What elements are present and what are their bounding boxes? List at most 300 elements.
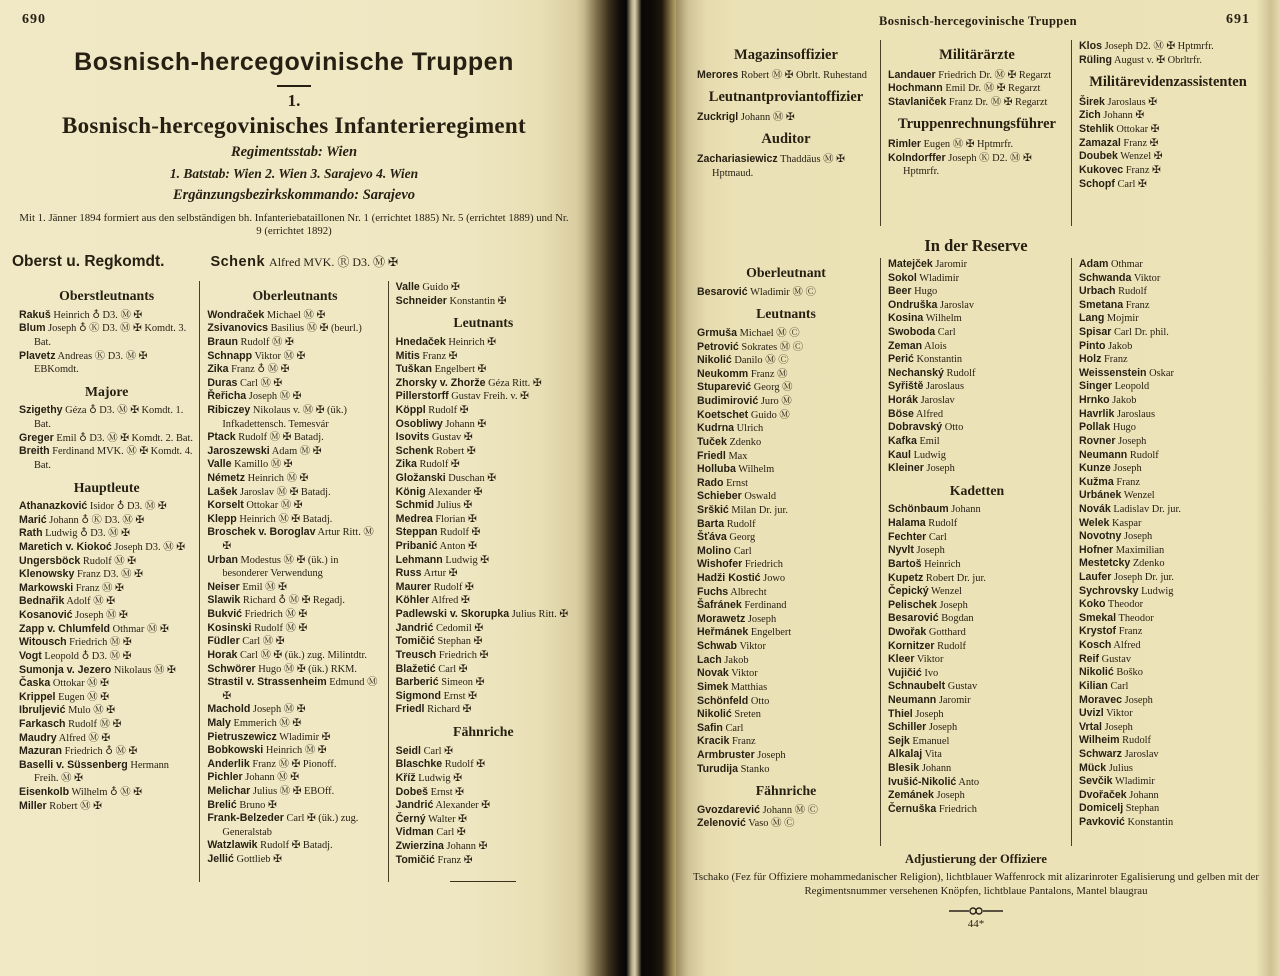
entry-details: Joseph: [913, 545, 945, 557]
entry-details: Maximilian: [1113, 544, 1165, 556]
roster-entry: [19, 677, 194, 691]
entry-surname: Blaschke: [395, 758, 443, 771]
entry-details: Jaromir: [936, 695, 971, 706]
entry-surname: Šafránek: [697, 599, 742, 612]
entry-surname: Spisar: [1079, 326, 1112, 339]
entry-details: Mulo Ⓜ ✠: [65, 705, 115, 717]
roster-entry: [1079, 178, 1257, 192]
entry-surname: Heřmánek: [697, 626, 749, 639]
entry-surname: Wondraček: [207, 308, 265, 321]
entry-details: Rudolf: [1119, 735, 1151, 747]
roster-entry: [396, 418, 571, 432]
entry-surname: Zamazal: [1079, 136, 1121, 149]
roster-entry: [1079, 137, 1257, 151]
entry-details: Florian ✠: [432, 513, 477, 525]
roster-entry: [1079, 503, 1257, 517]
roster-entry: [888, 544, 1066, 558]
entry-surname: Sevčik: [1079, 775, 1113, 788]
entry-details: Rudolf ✠: [430, 581, 474, 593]
roster-entry: [697, 436, 875, 450]
entry-details: Julius Ⓜ ✠ EBOff.: [250, 786, 335, 798]
entry-details: Franz: [1101, 354, 1128, 366]
entry-surname: Isovits: [395, 431, 430, 444]
roster-entry: [888, 82, 1066, 96]
entry-surname: Friedl: [697, 449, 726, 462]
roster-entry: [19, 432, 194, 446]
entry-details: Georg Ⓜ: [751, 382, 793, 394]
entry-details: Johann ✠: [443, 840, 488, 852]
entry-surname: Šťáva: [697, 531, 727, 544]
entry-details: Othmar: [1108, 259, 1143, 270]
entry-details: Wilhelm: [923, 313, 962, 325]
entry-details: Ferdinand: [741, 600, 787, 612]
entry-surname: Rovner: [1079, 434, 1116, 447]
roster-entry: [207, 526, 382, 553]
roster-entry: [207, 853, 382, 867]
entry-surname: Sumonja v. Jezero: [19, 663, 112, 676]
entry-surname: Nechanský: [888, 366, 944, 379]
entry-details: Leopold ♁ D3. Ⓜ ✠: [41, 650, 132, 662]
entry-surname: Kukovec: [1079, 163, 1124, 176]
entry-surname: Rüling: [1079, 53, 1112, 66]
entry-surname: Schwörer: [207, 662, 256, 675]
entry-surname: Kunze: [1079, 462, 1111, 475]
entry-surname: Jaroszewski: [207, 444, 270, 457]
section-header: Leutnantproviantoffizier: [708, 89, 864, 106]
roster-entry: [1079, 285, 1257, 299]
roster-entry: [396, 431, 571, 445]
roster-entry: [19, 691, 194, 705]
entry-surname: Alkalaj: [888, 748, 923, 761]
regiment-number: 1.: [287, 91, 301, 110]
entry-details: Rudolf ✠: [442, 759, 485, 771]
entry-details: Robert ✠: [433, 445, 476, 457]
entry-details: Carl: [935, 327, 956, 339]
entry-details: Emmerich Ⓜ ✠: [230, 717, 302, 729]
roster-entry: [1079, 123, 1257, 137]
entry-details: Emil: [916, 435, 940, 447]
roster-entry: [207, 812, 382, 839]
entry-details: Jaromir: [932, 259, 968, 270]
entry-details: Artur Ritt. Ⓜ ✠: [222, 527, 374, 553]
roster-entry: [697, 640, 875, 654]
entry-surname: Kafka: [888, 434, 917, 447]
entry-surname: Pietruszewicz: [207, 730, 277, 743]
roster-entry: [888, 803, 1066, 817]
section-header: Magazinsoffizier: [734, 47, 838, 63]
roster-entry: [207, 350, 382, 364]
entry-surname: Mitis: [395, 349, 420, 362]
staff-line-3: Ergänzungsbezirkskommando: Sarajevo: [172, 187, 416, 203]
entry-surname: Klos: [1079, 40, 1102, 52]
entry-surname: Welek: [1079, 516, 1110, 529]
roster-entry: [1079, 489, 1257, 503]
title-rule: [277, 85, 311, 87]
roster-entry: [19, 445, 194, 472]
entry-surname: Pinto: [1079, 339, 1106, 352]
entry-surname: Kosina: [888, 312, 924, 325]
entry-details: Rudolf: [1127, 449, 1159, 461]
roster-entry: [1079, 571, 1257, 585]
entry-surname: Stavlaniček: [888, 95, 947, 108]
entry-details: Joseph: [923, 463, 955, 475]
entry-surname: Merores: [697, 68, 739, 81]
entry-surname: Köhler: [395, 594, 430, 607]
entry-details: Rudolf ✠: [425, 404, 469, 416]
entry-surname: Watzlawik: [207, 839, 258, 852]
roster-entry: [697, 69, 875, 83]
entry-details: Ludwig: [1138, 585, 1174, 597]
roster-entry: [207, 649, 382, 663]
entry-surname: Mück: [1079, 761, 1107, 774]
entry-surname: Zeman: [888, 339, 923, 352]
entry-surname: Machold: [207, 703, 251, 716]
roster-entry: [888, 762, 1066, 776]
roster-entry: [1079, 96, 1257, 110]
roster-entry: [1079, 476, 1257, 490]
roster-entry: [888, 708, 1066, 722]
roster-entry: [888, 694, 1066, 708]
roster-entry: [207, 717, 382, 731]
entry-surname: Schopf: [1079, 177, 1115, 190]
entry-surname: Klepp: [207, 512, 237, 525]
entry-surname: Schneider: [395, 294, 447, 307]
entry-surname: Vujičić: [888, 666, 922, 679]
entry-details: Viktor: [728, 668, 758, 680]
entry-details: Franz Ⓜ ✠: [73, 582, 124, 594]
entry-details: Joseph: [754, 749, 786, 761]
entry-details: Rudolf Ⓜ ✠ Batadj.: [235, 432, 324, 444]
reserve-columns: [690, 258, 1262, 846]
entry-surname: Németz: [207, 472, 246, 484]
entry-details: Eugen Ⓜ ✠: [55, 691, 109, 703]
entry-surname: Sigmond: [395, 689, 441, 702]
entry-surname: Mazuran: [19, 745, 62, 758]
roster-entry: [888, 152, 1066, 179]
entry-details: Rudolf Ⓜ ✠: [237, 336, 294, 348]
entry-surname: Nikolić: [697, 708, 732, 721]
uniform-regulation-block: [690, 852, 1262, 898]
entry-details: Guido Ⓜ: [748, 409, 790, 421]
entry-details: Edmund Ⓜ ✠: [222, 677, 378, 702]
section-end-dash: [450, 881, 516, 882]
entry-details: Rudolf ✠: [416, 459, 460, 471]
entry-surname: Vidman: [395, 826, 434, 839]
entry-surname: Uvizl: [1079, 707, 1104, 720]
entry-details: Hugo: [1110, 422, 1136, 434]
roster-entry: [888, 558, 1066, 572]
entry-surname: Ibruljević: [19, 704, 66, 717]
entry-details: Othmar Ⓜ ✠: [110, 623, 169, 635]
entry-surname: Bobkowski: [207, 744, 264, 757]
entry-details: Franz ✠: [1120, 137, 1159, 149]
entry-surname: Klenowsky: [19, 568, 75, 581]
entry-details: Wladimir: [916, 272, 960, 284]
roster-entry: [396, 486, 571, 500]
entry-details: Modestus Ⓜ ✠ (ük.) in besonderer Verwendung: [222, 554, 339, 580]
entry-details: Heinrich: [921, 558, 961, 570]
entry-surname: Zhorsky v. Zhorže: [395, 376, 486, 389]
entry-surname: Gvozdarević: [697, 803, 761, 816]
entry-details: Zdenko: [726, 436, 762, 448]
page-right: [676, 0, 1280, 976]
section-header: Militärevidenzassistenten: [1089, 74, 1247, 91]
entry-details: Franz D3. Ⓜ ✠: [74, 569, 143, 581]
entry-surname: Jandrić: [395, 799, 434, 812]
entry-surname: Hrnko: [1079, 394, 1110, 407]
roster-entry: [697, 395, 875, 409]
entry-surname: Medrea: [395, 512, 433, 525]
entry-details: Joseph: [1122, 694, 1153, 706]
entry-surname: Ondruška: [888, 298, 938, 311]
roster-entry: [888, 449, 1066, 463]
roster-entry: [888, 299, 1066, 313]
entry-surname: Kolndorffer: [888, 151, 946, 164]
entry-surname: Kilian: [1079, 679, 1108, 692]
roster-entry: [888, 421, 1066, 435]
column-medical-accounting: [880, 40, 1071, 226]
entry-surname: Kosch: [1079, 639, 1112, 652]
entry-surname: Holluba: [697, 463, 736, 476]
roster-entry: [1079, 680, 1257, 694]
entry-details: Jakob: [1105, 340, 1133, 352]
roster-entry: [697, 450, 875, 464]
entry-details: Johann: [919, 763, 952, 775]
entry-details: Rudolf: [1115, 286, 1147, 298]
entry-surname: Hnedaček: [395, 335, 446, 348]
entry-details: Jaroslav Ⓜ ✠ Batadj.: [237, 486, 331, 498]
entry-details: Franz: [729, 736, 756, 748]
roster-entry: [1079, 721, 1257, 735]
roster-entry: [1079, 258, 1257, 272]
entry-surname: Farkasch: [19, 717, 66, 730]
entry-details: Gotthard: [926, 626, 966, 638]
roster-entry: [1079, 517, 1257, 531]
page-number-left: 690: [22, 12, 46, 27]
column-evidence-assistants: [1071, 40, 1262, 226]
entry-surname: Schönbaum: [888, 503, 949, 516]
entry-details: Jaroslaus: [923, 381, 965, 393]
entry-surname: Novák: [1079, 502, 1111, 515]
entry-details: Joseph Ⓚ D2. Ⓜ ✠ Hptmrfr.: [903, 152, 1032, 178]
entry-details: Boško: [1113, 667, 1143, 679]
roster-entry: [888, 380, 1066, 394]
entry-details: Ulrich: [734, 423, 764, 435]
entry-surname: König: [395, 485, 426, 498]
roster-entry: [396, 295, 571, 309]
roster-entry: [19, 541, 194, 555]
entry-surname: Ungersböck: [19, 554, 81, 567]
roster-entry: [207, 472, 382, 486]
entry-surname: Gložanski: [395, 472, 446, 484]
entry-details: Hermann Freih. Ⓜ ✠: [34, 759, 169, 785]
entry-details: Viktor: [1131, 272, 1161, 284]
entry-details: Franz: [1113, 476, 1140, 488]
entry-surname: Kosinski: [207, 621, 252, 634]
entry-details: Gustav: [945, 681, 978, 693]
roster-entry: [396, 622, 571, 636]
entry-details: Bogdan: [938, 613, 974, 625]
entry-details: Wladimir: [1112, 776, 1155, 788]
roster-entry: [396, 594, 571, 608]
entry-surname: Ribiczey: [207, 403, 251, 416]
page-left: [0, 0, 588, 976]
roster-entry: [19, 718, 194, 732]
entry-surname: Horak: [207, 648, 238, 661]
section-header: Oberleutnant: [746, 265, 826, 280]
roster-entry: [396, 840, 571, 854]
entry-surname: Tomičić: [395, 853, 435, 866]
roster-entry: [19, 322, 194, 349]
entry-details: Johann: [1126, 789, 1159, 801]
entry-details: Bruno ✠: [236, 799, 277, 811]
roster-entry: [396, 703, 571, 717]
roster-entry: [697, 531, 875, 545]
entry-details: Rudolf: [724, 518, 756, 530]
roster-entry: [396, 854, 571, 868]
entry-details: Matthias: [728, 681, 768, 693]
entry-surname: Osobliwy: [395, 417, 443, 430]
entry-surname: Plavetz: [19, 349, 56, 362]
roster-entry: [697, 327, 875, 341]
entry-details: Géza Ritt. ✠: [485, 377, 542, 389]
entry-details: Ivo: [921, 667, 939, 679]
entry-details: Franz: [1116, 626, 1143, 638]
entry-details: Richard ♁ Ⓜ ✠ Regadj.: [240, 595, 345, 607]
entry-surname: Eisenkolb: [19, 786, 70, 799]
roster-entry: [19, 595, 194, 609]
entry-details: Konstantin: [1124, 816, 1174, 828]
entry-details: Theodor: [1116, 612, 1154, 624]
entry-surname: Füdler: [207, 635, 240, 648]
roster-entry: [396, 445, 571, 459]
roster-entry: [697, 763, 875, 777]
entry-surname: Morawetz: [697, 612, 746, 625]
entry-surname: Pichler: [207, 771, 243, 784]
roster-entry: [697, 341, 875, 355]
entry-details: Juro Ⓜ: [758, 396, 792, 408]
roster-entry: [19, 500, 194, 514]
entry-details: Carl: [926, 531, 947, 543]
entry-details: Johann: [948, 504, 981, 516]
entry-surname: Turudija: [697, 762, 738, 775]
entry-surname: Szigethy: [19, 404, 63, 417]
entry-details: Franz: [1123, 299, 1150, 311]
entry-surname: Greger: [19, 431, 54, 444]
roster-entry: [207, 458, 382, 472]
roster-entry: [396, 377, 571, 391]
section-header: Truppenrechnungsführer: [898, 116, 1056, 133]
roster-entry: [19, 636, 194, 650]
entry-surname: Valle: [395, 280, 420, 293]
entry-surname: Wishofer: [697, 558, 743, 571]
roster-entry: [19, 664, 194, 678]
roster-entry: [697, 804, 875, 818]
entry-details: Joseph: [933, 790, 965, 802]
entry-details: Oskar: [1146, 367, 1174, 379]
entry-details: Hugo Ⓜ ✠ (ük.) RKM.: [255, 663, 357, 675]
entry-surname: Duras: [207, 376, 238, 389]
entry-surname: Zsivanovics: [207, 322, 268, 335]
entry-details: Richard ✠: [424, 704, 472, 716]
entry-surname: Rado: [697, 476, 724, 489]
entry-details: Simeon ✠: [438, 677, 485, 689]
roster-entry: [396, 526, 571, 540]
roster-entry: [207, 377, 382, 391]
entry-details: Viktor Ⓜ ✠: [252, 350, 306, 362]
roster-entry: [19, 404, 194, 431]
roster-entry: [19, 555, 194, 569]
entry-details: Vita: [922, 749, 942, 761]
entry-details: Friedrich Ⓜ ✠: [66, 637, 132, 649]
entry-details: Carl ✠: [420, 745, 453, 757]
entry-details: Guido ✠: [419, 281, 460, 293]
roster-entry: [396, 635, 571, 649]
entry-details: Johann ✠: [442, 418, 487, 430]
entry-details: Friedrich ✠: [436, 649, 489, 661]
roster-entry: [697, 654, 875, 668]
roster-entry: [888, 612, 1066, 626]
roster-column-staff-officers: [12, 281, 199, 882]
roster-entry: [697, 817, 875, 831]
entry-surname: Armbruster: [697, 748, 755, 761]
entry-details: Ottokar Ⓜ ✠: [243, 500, 303, 512]
entry-details: Isidor ♁ D3. Ⓜ ✠: [87, 501, 167, 513]
entry-surname: Schwab: [697, 640, 738, 653]
entry-details: Joseph: [1110, 463, 1142, 475]
entry-surname: Schenk: [395, 444, 434, 457]
entry-surname: Maretich v. Kiokoć: [19, 541, 112, 554]
roster-entry: [697, 586, 875, 600]
commander-name: [210, 253, 398, 271]
roster-entry: [697, 749, 875, 763]
section-header: Kadetten: [949, 482, 1005, 498]
staff-line-2: 1. Batstab: Wien 2. Wien 3. Sarajevo 4. Wien: [169, 166, 419, 181]
roster-entry: [19, 582, 194, 596]
roster-entry: [396, 472, 571, 486]
entry-surname: Seidl: [395, 744, 421, 757]
roster-entry: [1079, 326, 1257, 340]
roster-entry: [697, 708, 875, 722]
entry-surname: Nikolić: [697, 354, 732, 367]
entry-details: Gustav ✠: [429, 432, 473, 444]
roster-entry: [207, 322, 382, 336]
entry-surname: Rath: [19, 527, 43, 540]
entry-details: Wenzel: [1121, 490, 1155, 502]
entry-surname: Krystof: [1079, 625, 1117, 638]
entry-details: Johann ♁ Ⓚ D3. Ⓜ ✠: [46, 514, 145, 526]
entry-surname: Kracik: [697, 735, 730, 748]
entry-details: Ludwig ✠: [442, 554, 489, 566]
roster-entry: [888, 367, 1066, 381]
roster-entry: [1079, 380, 1257, 394]
roster-entry: [1079, 775, 1257, 789]
roster-entry: [396, 554, 571, 568]
section-header: Auditor: [761, 131, 811, 148]
roster-entry: [1079, 734, 1257, 748]
entry-surname: Novotny: [1079, 530, 1122, 543]
entry-details: Ottokar ✠: [1113, 124, 1160, 136]
entry-surname: Frank-Belzeder: [207, 812, 284, 825]
entry-surname: Breith: [19, 445, 50, 458]
entry-details: Johann ✠: [1100, 110, 1145, 122]
entry-details: Jaroslav: [1121, 748, 1159, 760]
entry-surname: Kleer: [888, 653, 915, 666]
entry-surname: Schnaubelt: [888, 680, 946, 693]
section-header: Leutnants: [756, 306, 816, 322]
entry-surname: Safin: [697, 721, 723, 734]
roster-entry: [396, 581, 571, 595]
